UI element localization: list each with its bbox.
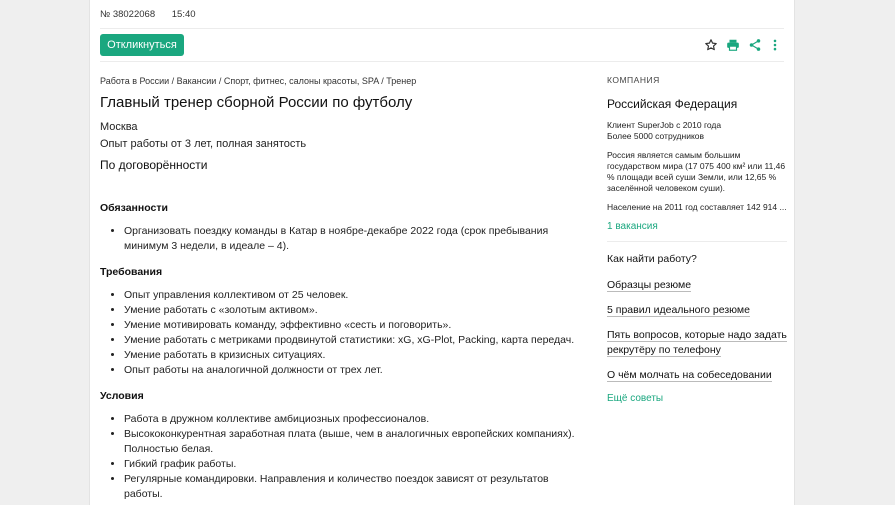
link-label: Пять вопросов, которые надо задать рекрутёру по телефону (607, 329, 787, 356)
duties-list (100, 224, 580, 254)
company-name[interactable]: Российская Федерация (607, 97, 738, 111)
list-item: • Опыт управления коллективом от 25 человек. (124, 288, 580, 303)
list-item: • Регулярные командировки. Направления и количество поездок зависят от результатов работы. (124, 472, 580, 502)
toolbar (704, 38, 780, 52)
vacancy-salary: По договорённости (100, 158, 208, 172)
link-label: 5 правил идеального резюме (607, 304, 750, 316)
print-icon[interactable] (726, 38, 740, 52)
howto-link-resume-samples[interactable] (607, 278, 787, 293)
page-title: Главный тренер сборной России по футболу (100, 94, 413, 111)
apply-button[interactable]: Откликнуться (100, 34, 184, 56)
divider (100, 28, 784, 29)
list-item: • Работа в дружном коллективе амбициозных профессионалов. (124, 412, 580, 427)
section-title: Требования (100, 266, 163, 278)
vacancy-time: 15:40 (171, 9, 196, 20)
section-title: Обязанности (100, 202, 168, 214)
company-client-since: Клиент SuperJob с 2010 года (607, 120, 722, 130)
howto-link-5-questions[interactable] (607, 328, 787, 358)
list-item: • Опыт работы на аналогичной должности от трех лет. (124, 363, 580, 378)
vacancy-meta (100, 9, 210, 20)
list-item: • Высококонкурентная заработная плата (выше, чем в аналогичных европейских компаниях). Полностью белая. (124, 427, 580, 457)
list-item: • Умение работать с метриками продвинутой статистики: xG, xG-Plot, Packing, карта передач. (124, 333, 580, 348)
company-caption: КОМПАНИЯ (607, 75, 660, 85)
breadcrumb[interactable]: Работа в России / Вакансии / Спорт, фитнес, салоны красоты, SPA / Тренер (100, 76, 417, 86)
link-label: Образцы резюме (607, 279, 692, 291)
list-item: • Гибкий график работы. (124, 457, 580, 472)
requirements-list (100, 288, 580, 378)
share-icon[interactable] (748, 38, 762, 52)
company-population: Население на 2011 год составляет 142 914 ... (607, 202, 787, 212)
company-employees: Более 5000 сотрудников (607, 131, 705, 141)
vacancy-number: № 38022068 (100, 9, 156, 20)
more-tips-link[interactable]: Ещё советы (607, 393, 664, 404)
conditions-list (100, 412, 580, 502)
star-icon[interactable] (704, 38, 718, 52)
vacancy-main (100, 76, 580, 502)
more-vert-icon[interactable] (770, 38, 780, 52)
company-description: Россия является самым большим государством мира (17 075 400 км² или 11,46 % площади всей суши Земли, или 12,65 % заселённой человеком суши). (607, 150, 786, 193)
list-item: • Умение работать с «золотым активом». (124, 303, 580, 318)
vacancy-card (89, 0, 795, 505)
company-vacancies-link[interactable]: 1 вакансия (607, 221, 658, 232)
vacancy-experience: Опыт работы от 3 лет, полная занятость (100, 138, 307, 150)
list-item: • Организовать поездку команды в Катар в ноябре-декабре 2022 года (срок пребывания минимум 3 недели, в идеале – 4). (124, 224, 580, 254)
divider (607, 241, 787, 242)
list-item: • Умение мотивировать команду, эффективно «сесть и поговорить». (124, 318, 580, 333)
vacancy-city: Москва (100, 121, 138, 133)
howto-link-interview[interactable] (607, 368, 787, 383)
howto-link-5-rules[interactable] (607, 303, 787, 318)
howto-title: Как найти работу? (607, 253, 697, 265)
link-label: О чём молчать на собеседовании (607, 369, 772, 381)
list-item: • Умение работать в кризисных ситуациях. (124, 348, 580, 363)
divider (100, 61, 784, 62)
company-sidebar (607, 75, 787, 404)
section-title: Условия (100, 390, 144, 402)
